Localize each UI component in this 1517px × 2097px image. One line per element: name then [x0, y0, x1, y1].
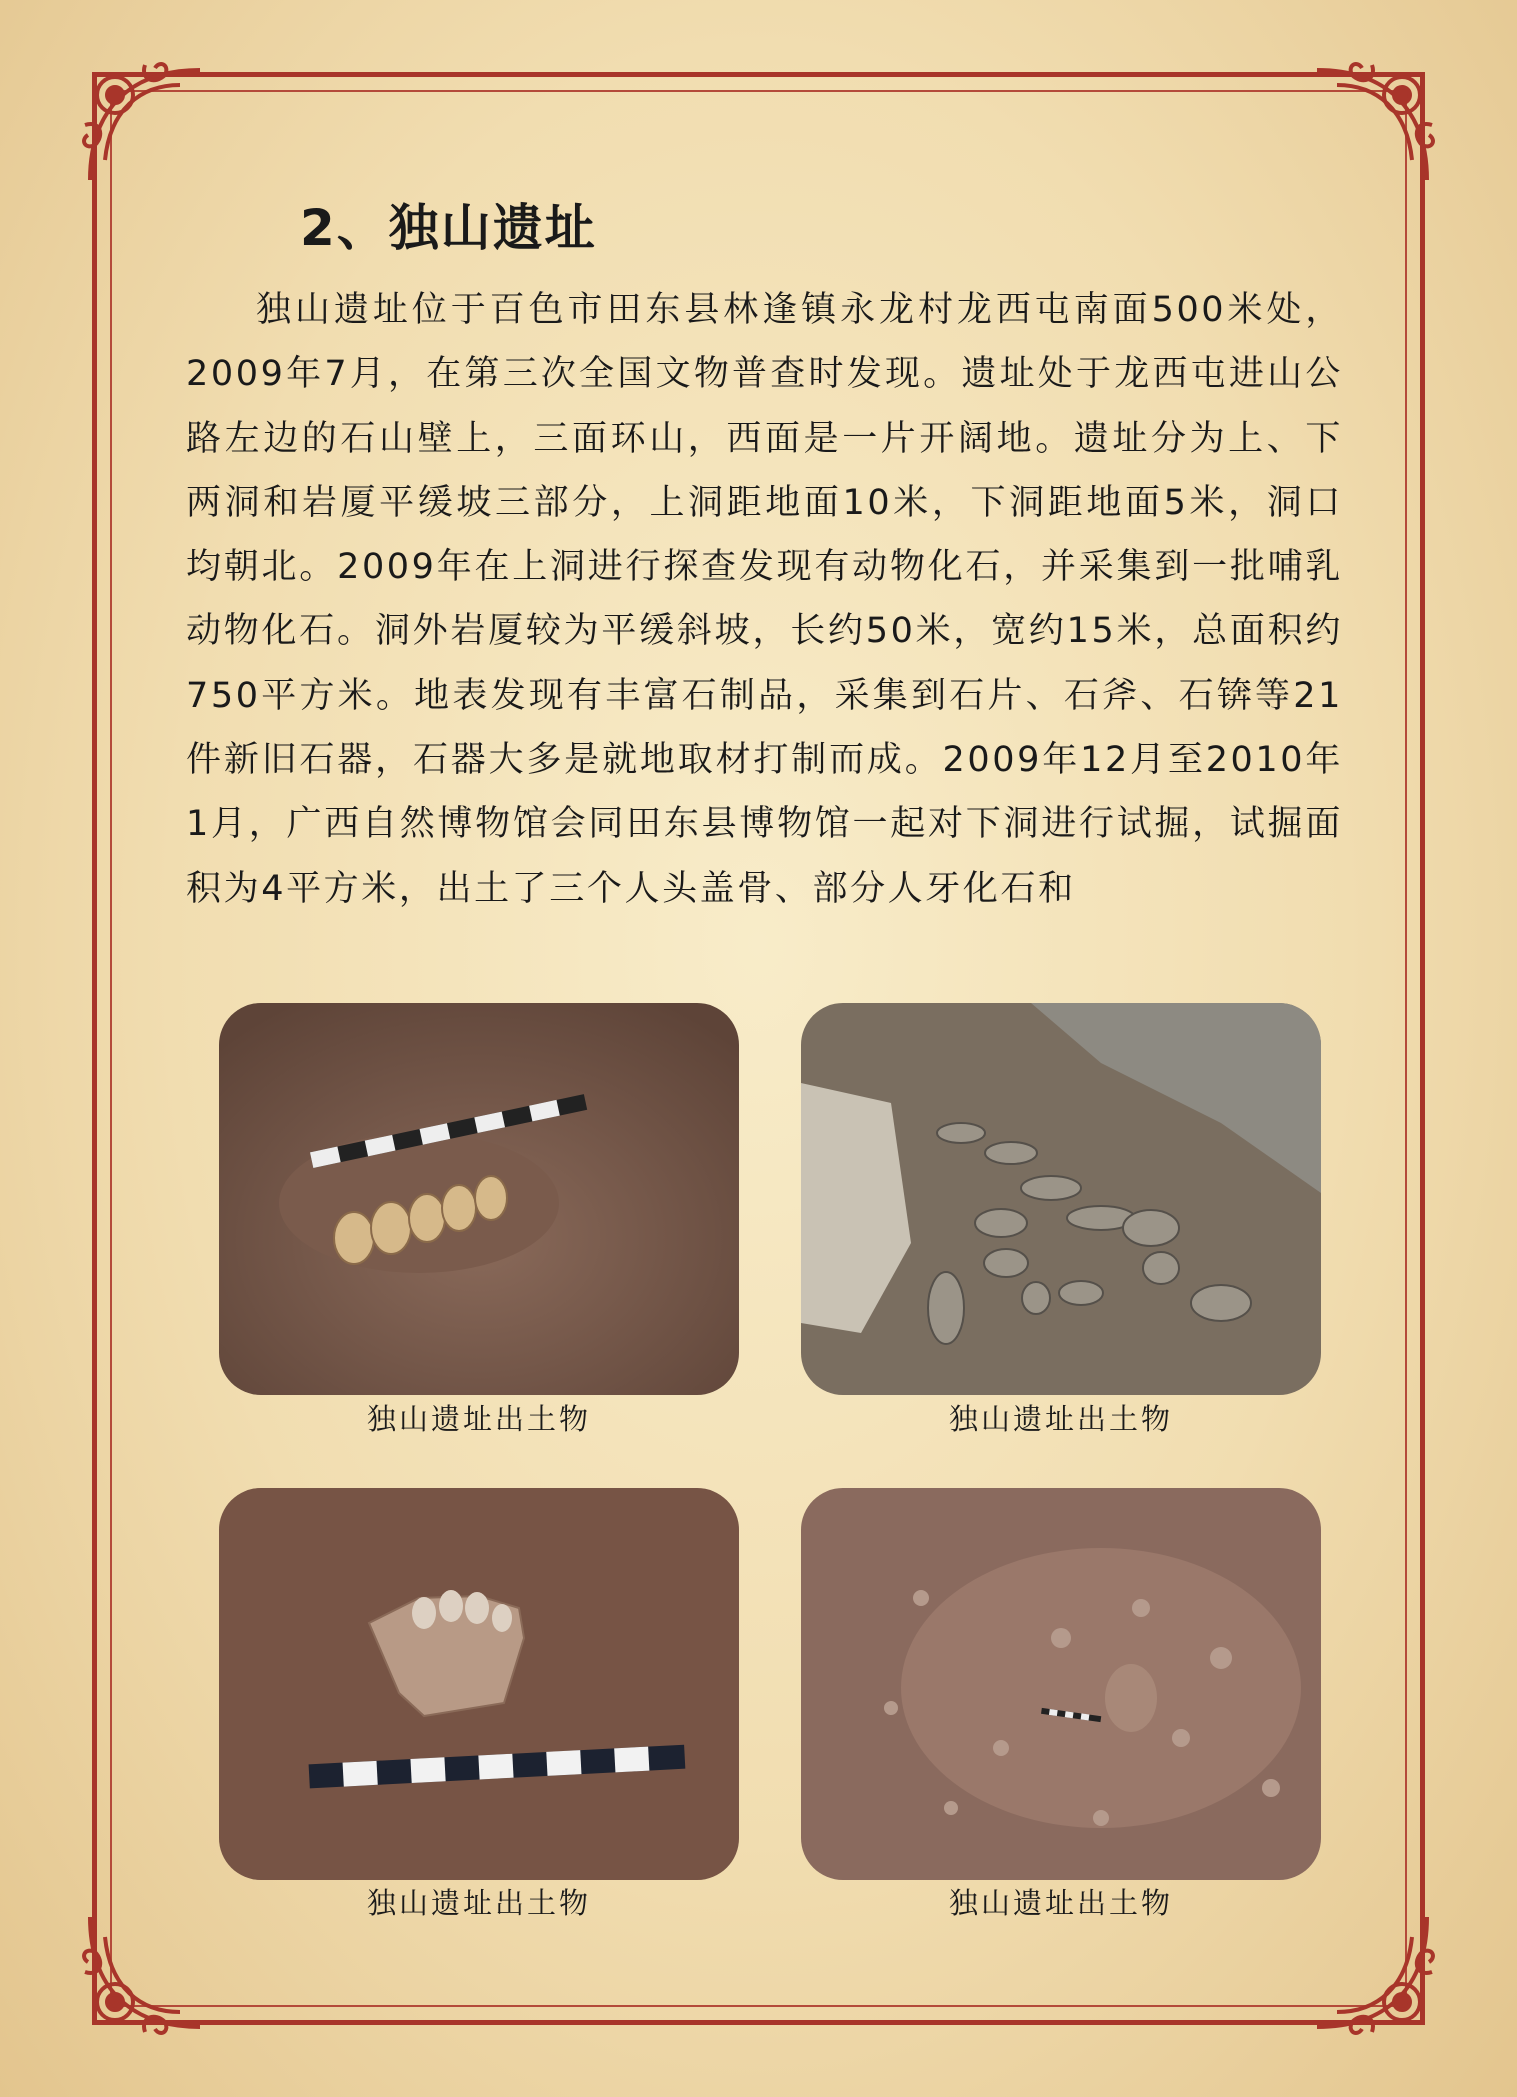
- corner-ornament-icon: [70, 50, 220, 200]
- photo-rock-shelter-stones: [801, 1003, 1321, 1395]
- body-paragraph: 独山遗址位于百色市田东县林逢镇永龙村龙西屯南面500米处，2009年7月，在第三次全国文物普查时发现。遗址处于龙西屯进山公路左边的石山壁上，三面环山，西面是一片开阔地。遗址分为上、下两洞和岩厦平缓坡三部分，上洞距地面10米，下洞距地面5米，洞口均朝北。2009年在上洞进行探查发现有动物化石，并采集到一批哺乳动物化石。洞外岩厦较为平缓斜坡，长约50米，宽约15米，总面积约750平方米。地表发现有丰富石制品，采集到石片、石斧、石锛等21件新旧石器，石器大多是就地取材打制而成。2009年12月至2010年1月，广西自然博物馆会同田东县博物馆一起对下洞进行试掘，试掘面积为4平方米，出土了三个人头盖骨、部分人牙化石和: [186, 290, 1343, 909]
- photo-jaw-teeth: [219, 1003, 739, 1395]
- photo-excavation-soil: [801, 1488, 1321, 1880]
- photo-caption: 独山遗址出土物: [366, 1886, 591, 1920]
- corner-ornament-icon: [70, 1897, 220, 2047]
- photo-caption: 独山遗址出土物: [948, 1402, 1173, 1436]
- photo-caption: 独山遗址出土物: [366, 1402, 591, 1436]
- corner-ornament-icon: [1297, 50, 1447, 200]
- photo-bone-fragment: [219, 1488, 739, 1880]
- page-title: 2、独山遗址: [300, 199, 597, 257]
- photo-caption: 独山遗址出土物: [948, 1886, 1173, 1920]
